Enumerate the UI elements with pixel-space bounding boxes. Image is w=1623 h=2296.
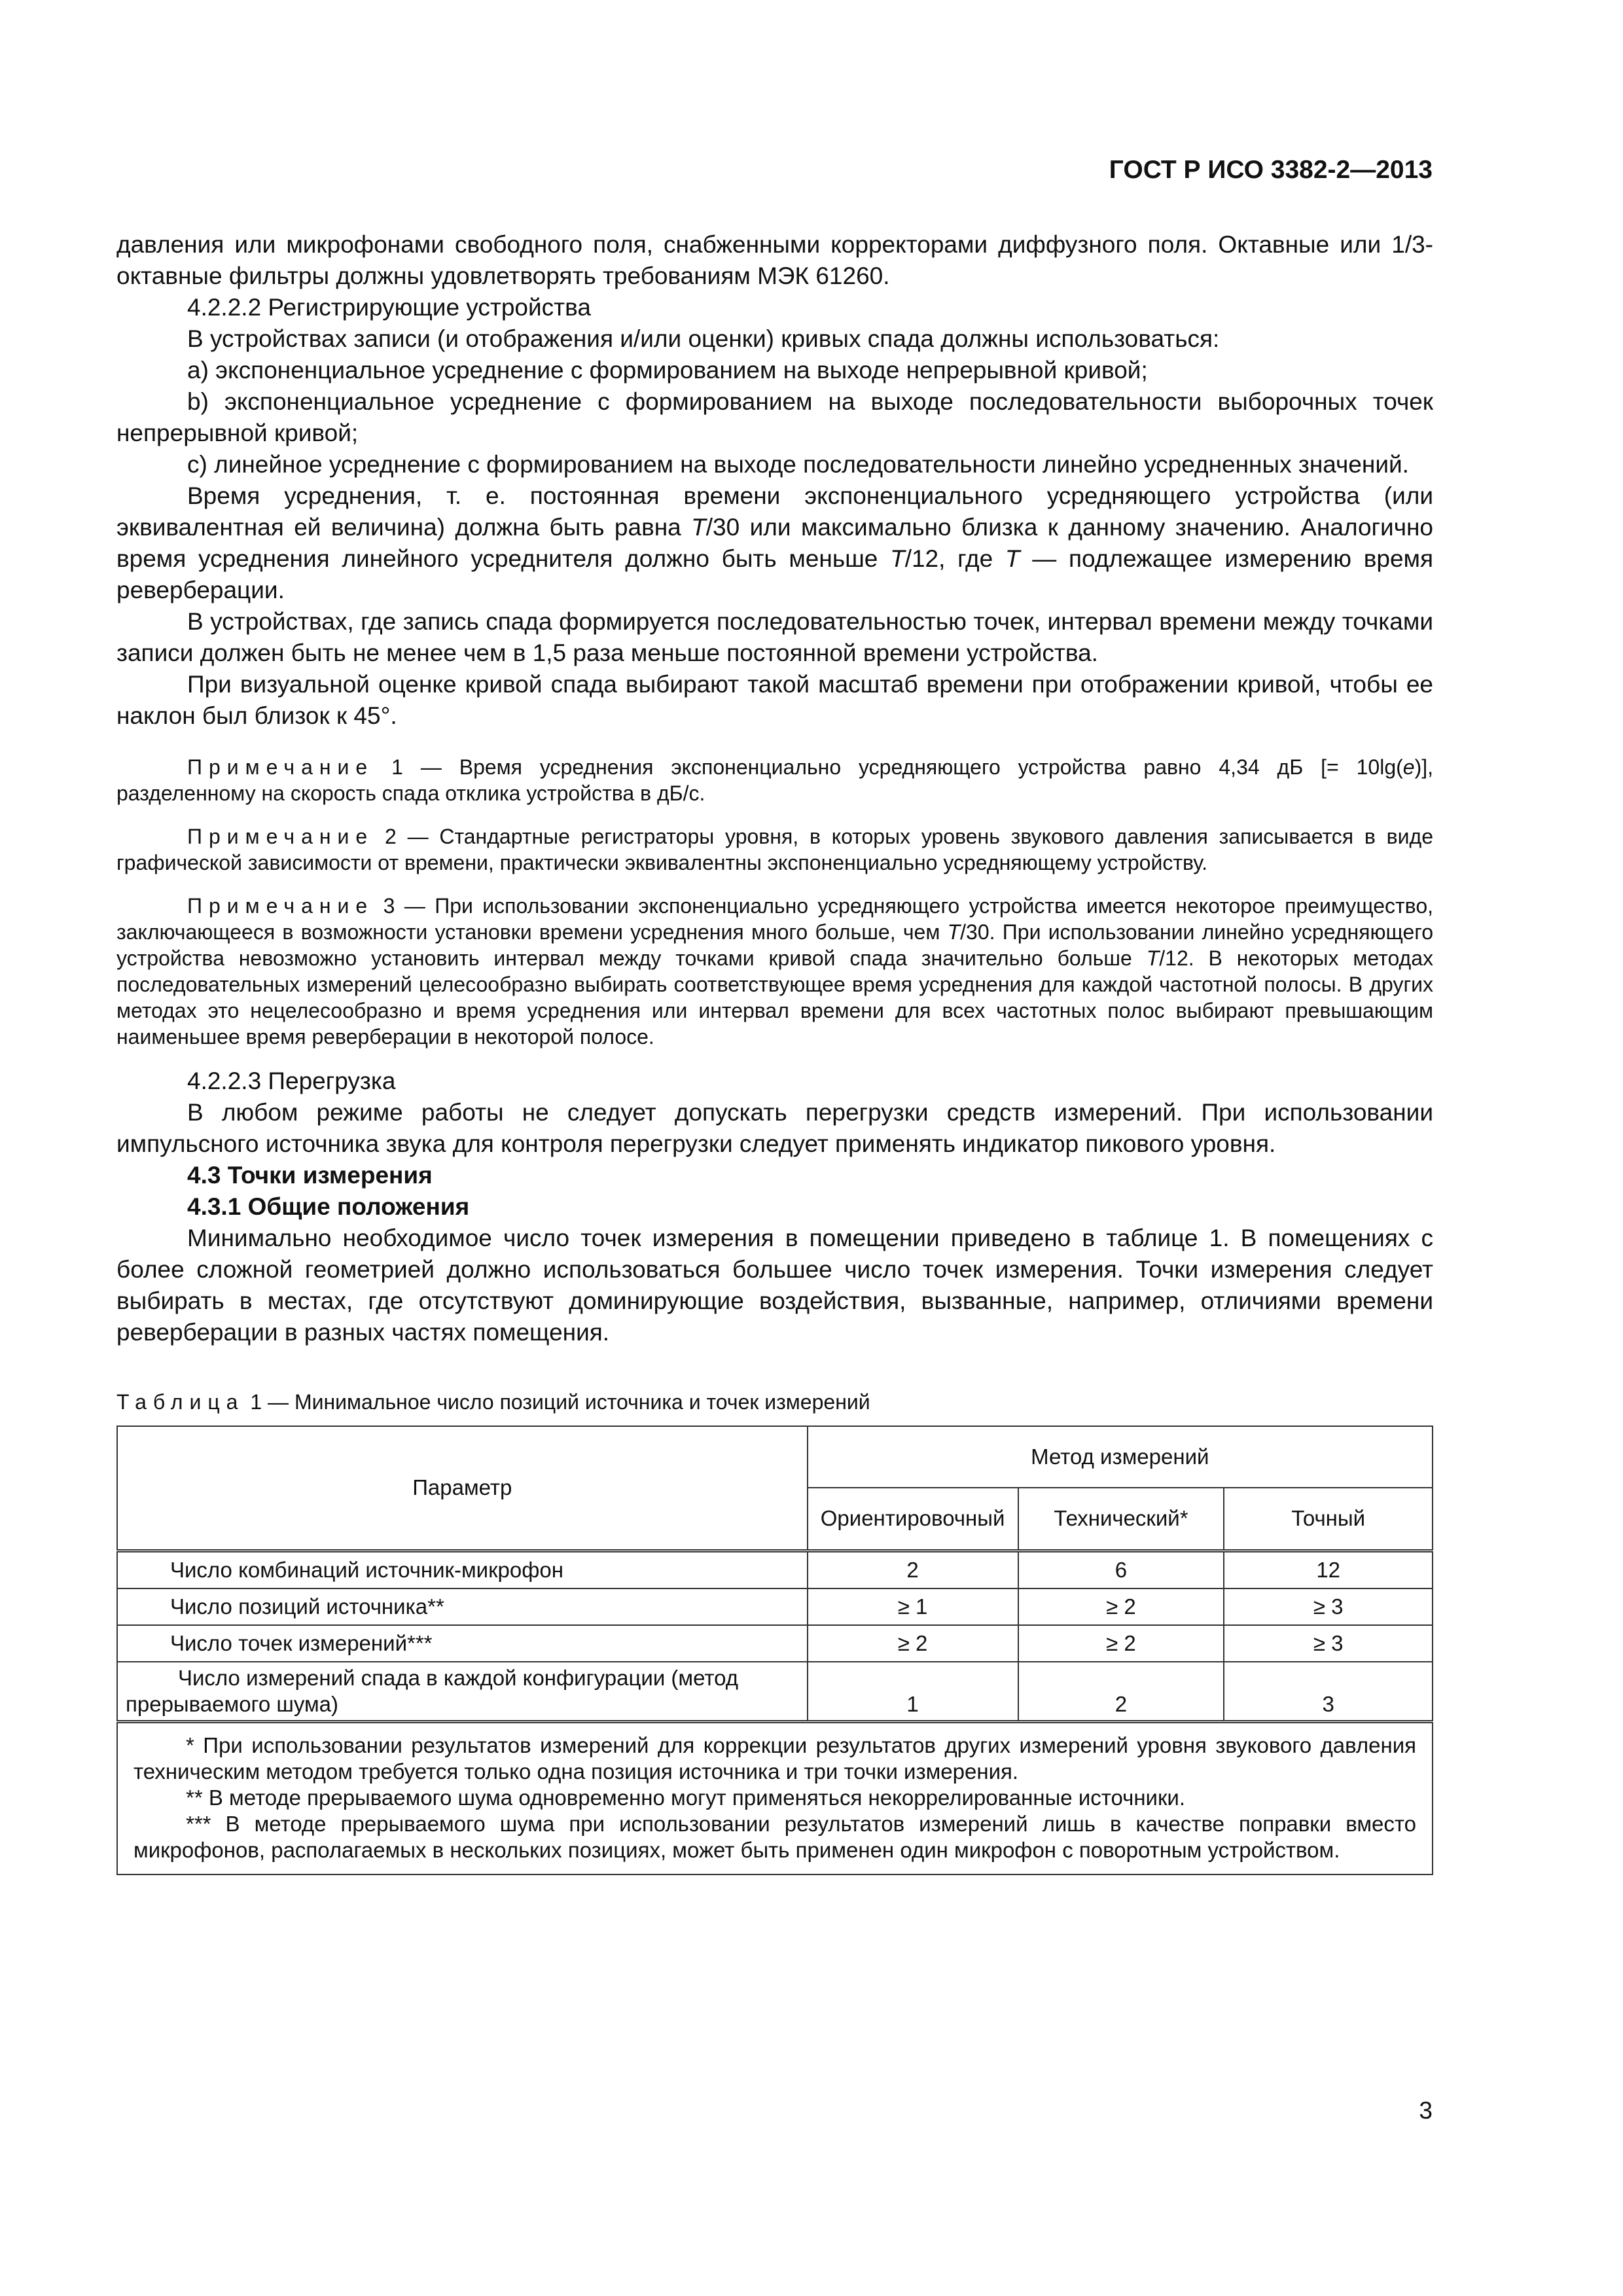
paragraph-recording-devices: В устройствах записи (и отображения и/или оценки) кривых спада должны использоваться: xyxy=(187,325,1220,352)
column-header-method: Метод измерений xyxy=(808,1426,1433,1488)
table-1 xyxy=(116,1426,1433,1875)
subsection-heading-4-2-2-3: 4.2.2.3 Перегрузка xyxy=(187,1067,396,1094)
note-2: Примечание 2 — Стандартные регистраторы уровня, в которых уровень звукового давления записывается в виде графической зависимости от времени, практически эквивалентны экспоненциально усредняющему устройству. xyxy=(116,825,1434,874)
section-heading-4-3-1: 4.3.1 Общие положения xyxy=(187,1193,470,1220)
page-number: 3 xyxy=(1419,2097,1433,2124)
table-row: Число измерений спада в каждой конфигурации (метод прерываемого шума) 1 2 3 xyxy=(117,1662,1433,1722)
list-item-b: b) экспоненциальное усреднение с формированием на выходе последовательности выборочных точек непрерывной кривой; xyxy=(116,388,1433,446)
column-header-parameter: Параметр xyxy=(117,1426,808,1551)
paragraph-continued: давления или микрофонами свободного поля, снабженными корректорами диффузного поля. Октавные или 1/3-октавные фильтры должны удовлетворять требованиям МЭК 61260. xyxy=(116,231,1433,289)
table-footnote: * При использовании результатов измерений для коррекции результатов других измерений уровня звукового давления техническим методом требуется только одна позиция источника и три точки измерения. xyxy=(134,1732,1416,1784)
list-item-c: c) линейное усреднение с формированием на выходе последовательности линейно усредненных значений. xyxy=(187,451,1409,478)
document-id-header: ГОСТ Р ИСО 3382-2—2013 xyxy=(1109,156,1433,184)
table-row: Число комбинаций источник-микрофон 2 6 12 xyxy=(117,1551,1433,1588)
note-1: Примечание 1 — Время усреднения экспоненциально усредняющего устройства равно 4,34 дБ [= 10lg(e)], разделенному на скорость спада отклика устройства в дБ/с. xyxy=(116,755,1434,805)
column-header-approximate: Ориентировочный xyxy=(808,1488,1018,1551)
paragraph-general-provisions: Минимально необходимое число точек измерения в помещении приведено в таблице 1. В помещениях с более сложной геометрией должно использоваться большее число точек измерения. Точки измерения следует выбирать в местах, где отсутствуют доминирующие воздействия, вызванные, например, отличиями времени реверберации в разных частях помещения. xyxy=(116,1225,1433,1346)
table-footnotes-row xyxy=(117,1721,1433,1874)
table-footnote: ** В методе прерываемого шума одновременно могут применяться некоррелированные источники. xyxy=(186,1785,1186,1810)
column-header-technical: Технический* xyxy=(1018,1488,1224,1551)
paragraph-visual-evaluation: При визуальной оценке кривой спада выбирают такой масштаб времени при отображении кривой, чтобы ее наклон был близок к 45°. xyxy=(116,671,1433,729)
paragraph-overload: В любом режиме работы не следует допускать перегрузки средств измерений. При использовании импульсного источника звука для контроля перегрузки следует применять индикатор пикового уровня. xyxy=(116,1099,1433,1157)
subsection-heading-4-2-2-2: 4.2.2.2 Регистрирующие устройства xyxy=(187,294,591,321)
paragraph-sample-interval: В устройствах, где запись спада формируется последовательностью точек, интервал времени между точками записи должен быть не менее чем в 1,5 раза меньше постоянной времени устройства. xyxy=(116,608,1433,666)
note-3: Примечание 3 — При использовании экспоненциально усредняющего устройства имеется некоторое преимущество, заключающееся в возможности установки времени усреднения много больше, чем T/30. При использовании линейно усредняющего устройства невозможно установить интервал между точками кривой спада значительно больше T/12. В некоторых методах последовательных измерений целесообразно выбирать соответствующее время усреднения для каждой частотной полосы. В других методах это нецелесообразно и время усреднения или интервал времени для всех частотных полос выбирают превышающим наименьшее время реверберации в некоторой полосе. xyxy=(116,894,1434,1049)
page-body xyxy=(116,229,1433,1875)
table-caption: Таблица 1 — Минимальное число позиций источника и точек измерений xyxy=(116,1390,870,1414)
section-heading-4-3: 4.3 Точки измерения xyxy=(187,1162,433,1189)
column-header-precise: Точный xyxy=(1224,1488,1433,1551)
table-row: Число позиций источника** ≥ 1 ≥ 2 ≥ 3 xyxy=(117,1588,1433,1625)
table-row: Число точек измерений*** ≥ 2 ≥ 2 ≥ 3 xyxy=(117,1625,1433,1662)
table-footnote: *** В методе прерываемого шума при использовании результатов измерений лишь в качестве поправки вместо микрофонов, располагаемых в нескольких позициях, может быть применен один микрофон с поворотным устройством. xyxy=(134,1811,1416,1862)
list-item-a: a) экспоненциальное усреднение с формированием на выходе непрерывной кривой; xyxy=(187,357,1148,384)
paragraph-averaging-time: Время усреднения, т. е. постоянная времени экспоненциального усредняющего устройства (или эквивалентная ей величина) должна быть равна T/30 или максимально близка к данному значению. Аналогично время усреднения линейного усреднителя должно быть меньше T/12, где T — подлежащее измерению время реверберации. xyxy=(116,482,1434,603)
